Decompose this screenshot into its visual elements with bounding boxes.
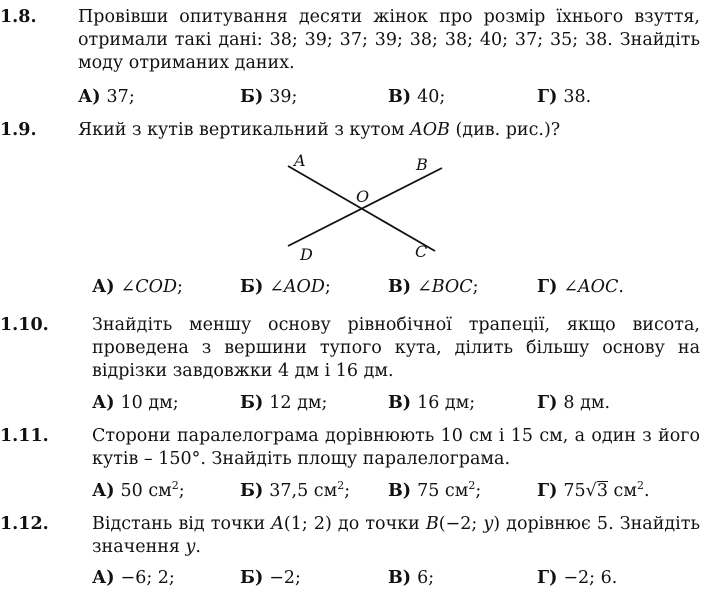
option-b[interactable]: Б) ∠AOD; [240,277,331,297]
option-b[interactable]: Б) 37,5 $см^2$; [240,479,351,501]
sqrt-radicand: 3 [596,481,608,501]
option-b[interactable]: Б) 39; [240,87,298,107]
option-g[interactable]: Г) 8 дм. [537,393,611,413]
problem-1-10 [0,314,710,383]
option-a[interactable]: А) 37; [78,87,135,107]
problem-1-8 [0,6,710,75]
label-c: C [415,242,428,261]
label-a: A [294,151,306,170]
option-b[interactable]: Б) 12 дм; [240,393,328,413]
option-v[interactable]: В) ∠BOC; [388,277,479,297]
option-g[interactable]: Г) 75√3 $см^2$. [537,479,650,501]
option-g[interactable]: Г) −2; 6. [537,568,618,588]
problem-number: 1.9. [0,120,37,140]
options-1-11 [0,480,720,506]
option-a[interactable]: А) −6; 2; [92,568,175,588]
option-b[interactable]: Б) −2; [240,568,301,588]
problem-1-11 [0,425,710,471]
problem-text: Відстань від точки A(1; 2) до точки B(−2; y) дорівнює 5. Знайдіть значення y. [92,514,700,558]
option-a[interactable]: А) 10 дм; [92,393,179,413]
problem-number: 1.10. [0,315,49,335]
problem-1-12 [0,513,710,559]
option-a[interactable]: А) ∠COD; [92,277,183,297]
option-v[interactable]: В) 75 $см^2$; [388,479,482,501]
option-a[interactable]: А) 50 $см^2$; [92,479,185,501]
options-1-9 [0,276,720,302]
label-o: O [356,187,370,206]
option-v[interactable]: В) 40; [388,87,446,107]
option-g[interactable]: Г) ∠AOC. [537,277,624,297]
options-1-10 [0,392,720,418]
option-g[interactable]: Г) 38. [537,87,592,107]
problem-text: Який з кутів вертикальний з кутом AOB (див. рис.)? [78,120,561,140]
options-1-8 [0,86,720,112]
option-v[interactable]: В) 6; [388,568,435,588]
vertical-angles-figure [270,148,460,268]
label-d: D [300,245,313,264]
problem-text: Сторони паралелограма дорівнюють 10 см і 15 см, а один з його кутів – 150°. Знайдіть площу паралелограма. [92,426,700,470]
problem-number: 1.8. [0,7,37,27]
problem-1-9 [0,119,710,142]
label-b: B [416,155,428,174]
options-1-12 [0,567,720,593]
sqrt-symbol: √ [585,481,597,501]
option-v[interactable]: В) 16 дм; [388,393,476,413]
problem-number: 1.11. [0,426,49,446]
problem-text: Знайдіть меншу основу рівнобічної трапеції, якщо висота, проведена з вершини тупого кута, ділить більшу основу на відрізки завдовжки 4 дм і 16 дм. [92,315,700,382]
problem-text: Провівши опитування десяти жінок про розмір їхнього взуття, отримали такі дані: 38; 39; 37; 39; 38; 38; 40; 37; 35; 38. Знайдіть моду отриманих даних. [78,7,700,74]
problem-number: 1.12. [0,514,49,534]
